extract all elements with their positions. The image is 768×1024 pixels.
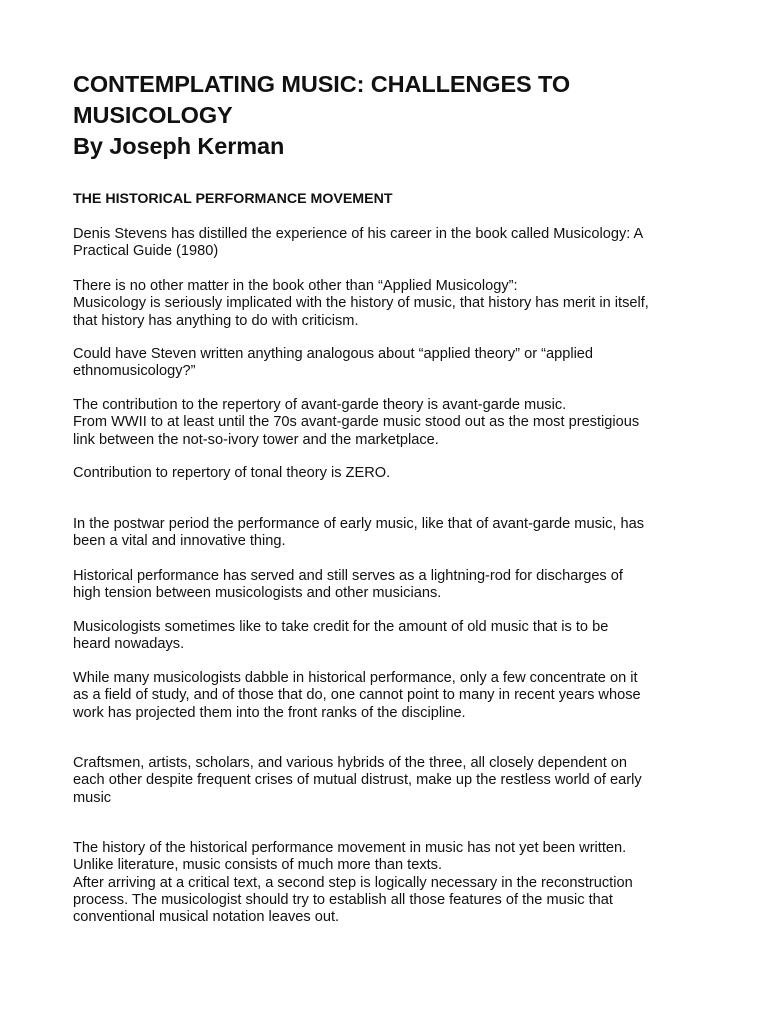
paragraph-11: The history of the historical performance movement in music has not yet been written. Unlike literature, music consists of much more than texts. After arriving at a critical text, a second step is logically necessary in the reconstruction process. The musicologist should try to establish all those features of the music that conventional musical notation leaves out. [73, 840, 633, 926]
paragraph-7: Historical performance has served and still serves as a lightning-rod for discharges of high tension between musicologists and other musicians. [73, 568, 623, 602]
paragraph-4: The contribution to the repertory of avant-garde theory is avant-garde music. From WWII to at least until the 70s avant-garde music stood out as the most prestigious link between the not-so-ivory tower and the marketplace. [73, 397, 640, 448]
paragraph-9: While many musicologists dabble in historical performance, only a few concentrate on it as a field of study, and of those that do, one cannot point to many in recent years whose work has projected them into the front ranks of the discipline. [73, 670, 641, 721]
title-line-1: CONTEMPLATING MUSIC: CHALLENGES TO [73, 71, 571, 97]
paragraph-8: Musicologists sometimes like to take credit for the amount of old music that is to be heard nowadays. [73, 619, 609, 653]
paragraph-3: Could have Steven written anything analogous about “applied theory” or “applied ethnomusicology?” [73, 346, 594, 380]
author-line: By Joseph Kerman [73, 133, 285, 159]
section-heading: THE HISTORICAL PERFORMANCE MOVEMENT [73, 191, 393, 207]
paragraph-6: In the postwar period the performance of early music, like that of avant-garde music, has been a vital and innovative thing. [73, 516, 645, 550]
document-title [73, 69, 713, 162]
paragraph-5: Contribution to repertory of tonal theory is ZERO. [73, 465, 391, 481]
paragraph-2: There is no other matter in the book other than “Applied Musicology”: Musicology is seriously implicated with the history of music, that history has merit in itself, that history has anything to do with criticism. [73, 278, 649, 329]
paragraph-1: Denis Stevens has distilled the experience of his career in the book called Musicology: A Practical Guide (1980) [73, 226, 644, 260]
paragraph-10: Craftsmen, artists, scholars, and various hybrids of the three, all closely dependent on each other despite frequent crises of mutual distrust, make up the restless world of early music [73, 755, 642, 806]
title-line-2: MUSICOLOGY [73, 102, 233, 128]
